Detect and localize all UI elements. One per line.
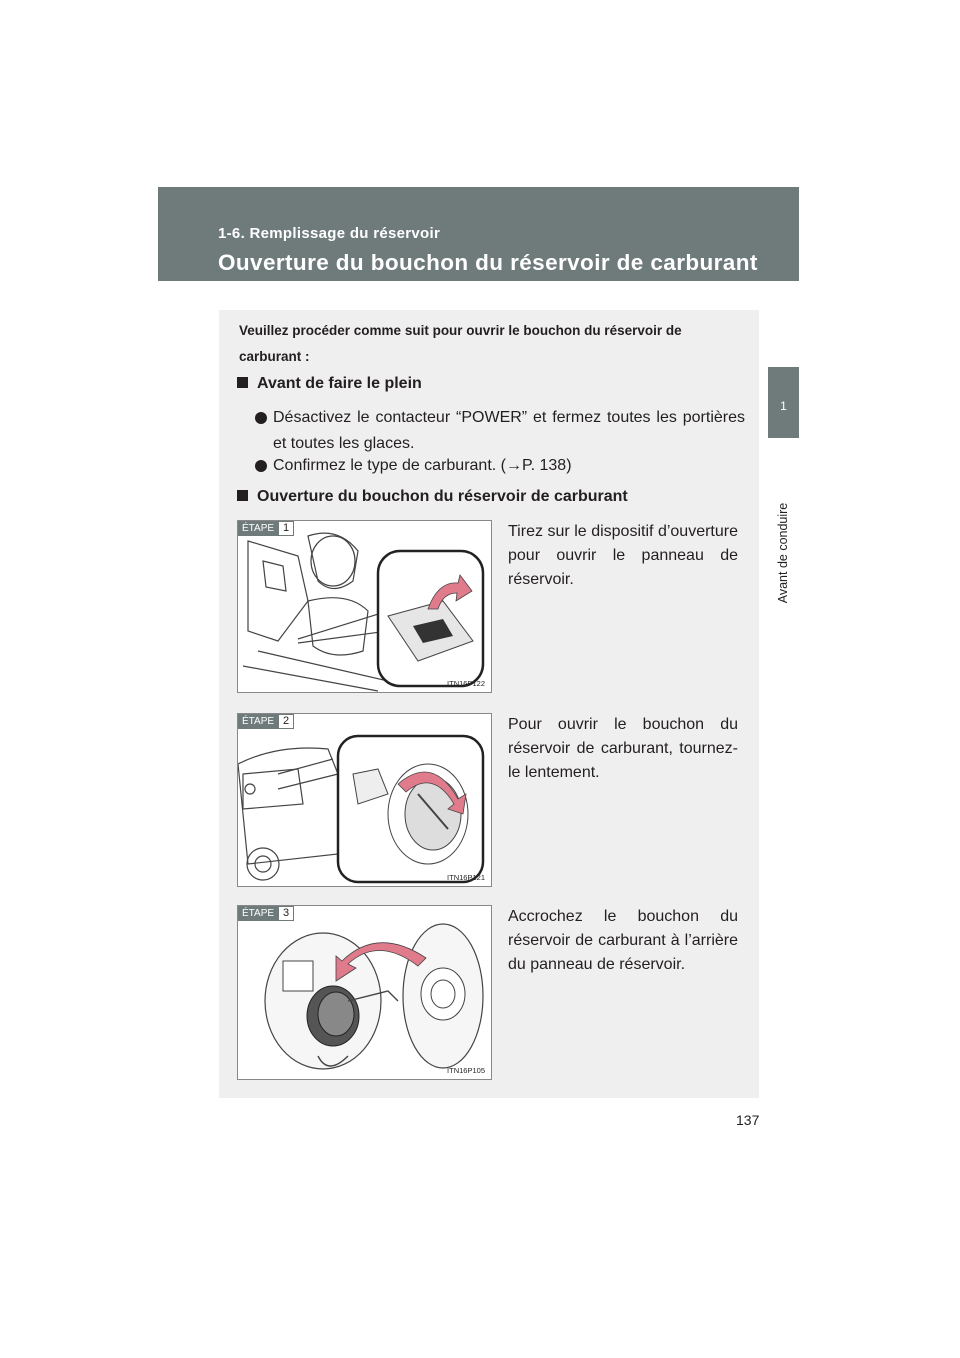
- step-badge: ÉTAPE 2: [238, 714, 294, 729]
- step1-illustration: [237, 520, 492, 693]
- step2-illustration: [237, 713, 492, 887]
- page-number: 137: [736, 1112, 760, 1128]
- figure-code: ITN16P121: [447, 873, 485, 882]
- list-item: Désactivez le contacteur “POWER” et fermez toutes les portières et toutes les glaces.: [255, 405, 745, 457]
- bullet-dot-icon: [255, 412, 267, 424]
- subsection-heading-before-filling: Avant de faire le plein: [237, 375, 422, 393]
- square-bullet-icon: [237, 377, 248, 388]
- chapter-header: [158, 187, 799, 281]
- step3-illustration: [237, 905, 492, 1080]
- intro-text: Veuillez procéder comme suit pour ouvrir le bouchon du réservoir de carburant :: [239, 323, 682, 364]
- cap-hooked-on-panel-drawing: [238, 906, 492, 1080]
- chapter-number: 1: [780, 399, 787, 413]
- bullet-dot-icon: [255, 460, 267, 472]
- list-item: Confirmez le type de carburant. (→P. 138): [255, 453, 745, 479]
- figure-code: ITN16P105: [447, 1066, 485, 1075]
- step3-text: Accrochez le bouchon du réservoir de carburant à l’arrière du panneau de réservoir.: [508, 908, 738, 973]
- step2-text: Pour ouvrir le bouchon du réservoir de carburant, tournez-le lentement.: [508, 716, 738, 781]
- step-badge: ÉTAPE 3: [238, 906, 294, 921]
- chapter-label: [772, 498, 794, 608]
- chapter-tab[interactable]: [768, 367, 799, 438]
- step-badge: ÉTAPE 1: [238, 521, 294, 536]
- content-panel: [219, 310, 759, 1098]
- fuel-cap-turning-drawing: [238, 714, 492, 887]
- chapter-label-text: Avant de conduire: [776, 502, 790, 604]
- square-bullet-icon: [237, 490, 248, 501]
- section-title: 1-6. Remplissage du réservoir: [218, 225, 441, 242]
- subsection-heading-opening-cap: Ouverture du bouchon du réservoir de carburant: [237, 488, 628, 506]
- step1-text: Tirez sur le dispositif d’ouverture pour ouvrir le panneau de réservoir.: [508, 523, 738, 588]
- page-title: Ouverture du bouchon du réservoir de carburant: [218, 250, 758, 275]
- figure-code: ITN16P122: [447, 679, 485, 688]
- car-interior-release-lever-drawing: [238, 521, 492, 693]
